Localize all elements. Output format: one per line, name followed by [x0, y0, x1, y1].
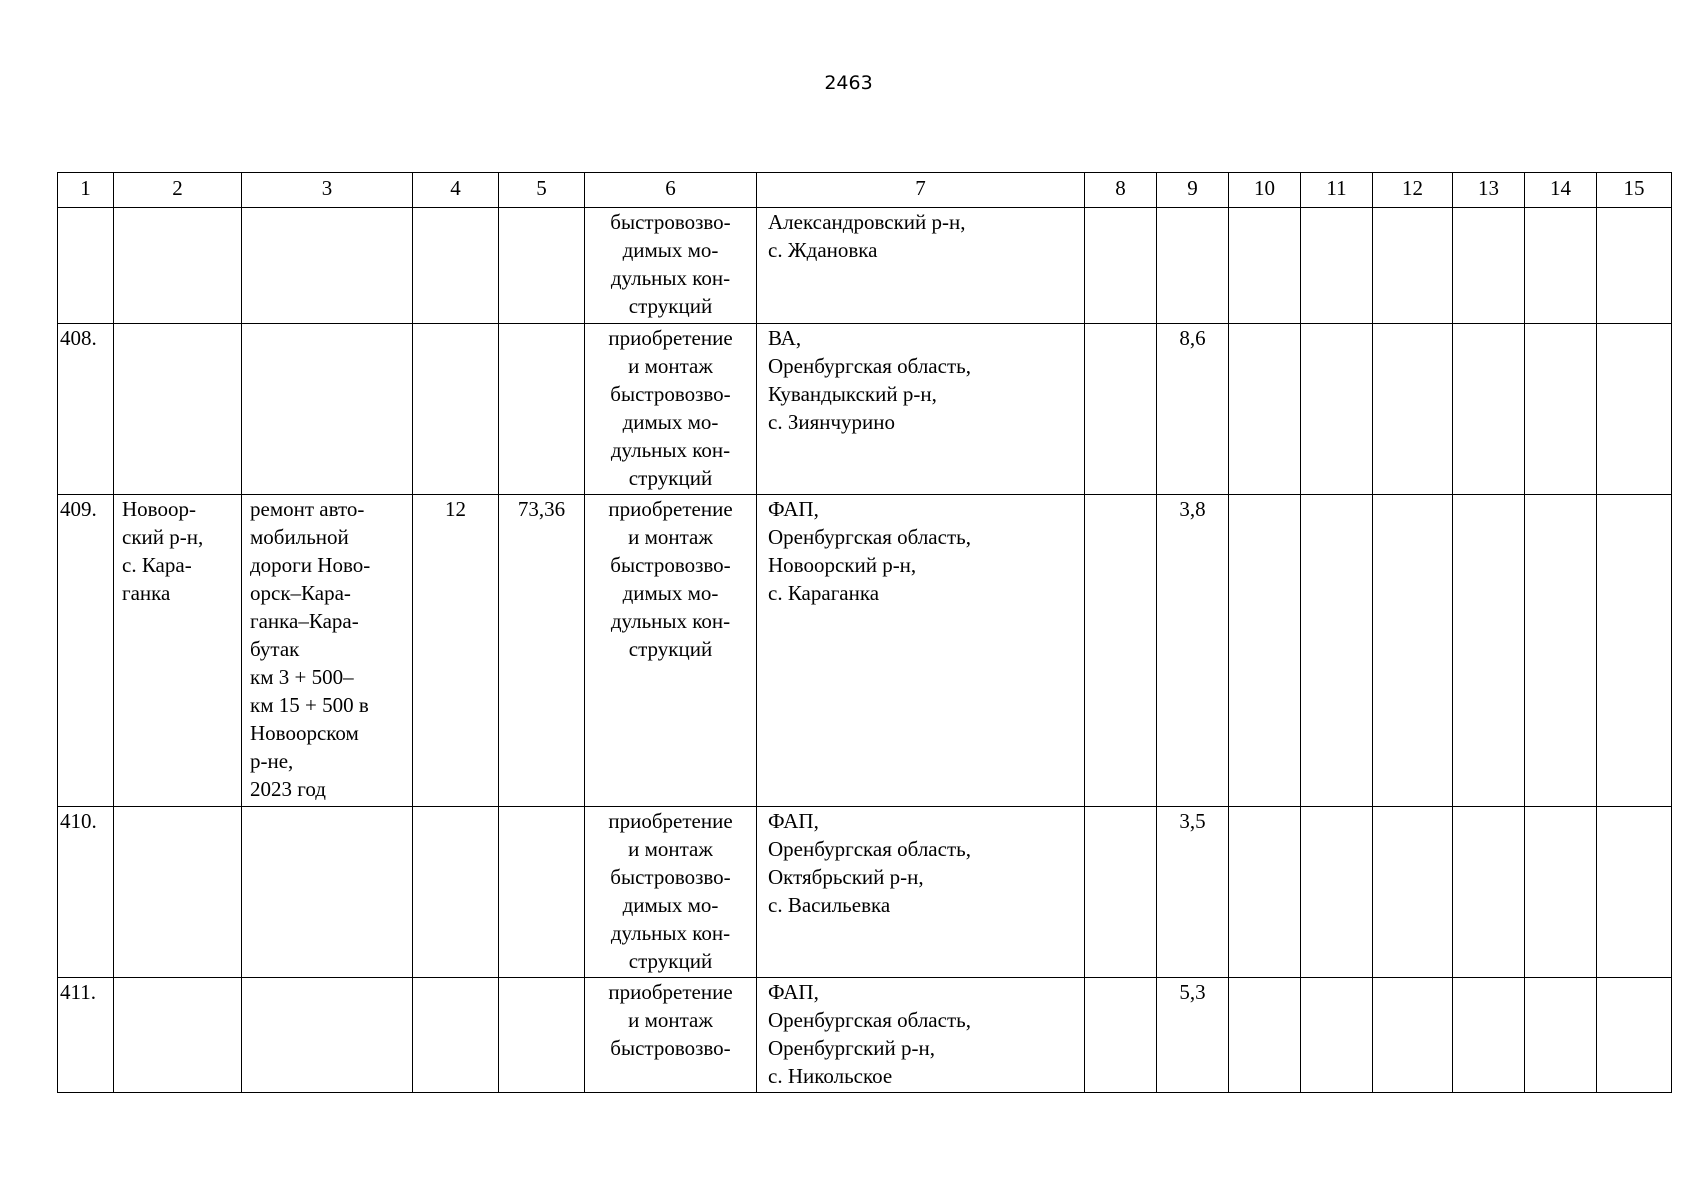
row-number: 410.: [58, 807, 114, 978]
cell-col8: [1085, 495, 1157, 807]
empty-cell: [1229, 324, 1301, 495]
empty-cell: [1525, 495, 1597, 807]
column-number: 15: [1597, 173, 1672, 208]
length-cell: [413, 807, 499, 978]
facility-cell: Александровский р-н, с. Ждановка: [757, 208, 1085, 324]
cost-cell: 73,36: [499, 495, 585, 807]
column-number: 4: [413, 173, 499, 208]
empty-cell: [1229, 208, 1301, 324]
length-cell: [413, 324, 499, 495]
activity-cell: приобретение и монтаж быстровозво-: [585, 978, 757, 1093]
empty-cell: [1301, 208, 1373, 324]
road-work-cell: ремонт авто- мобильной дороги Ново- орск–Кара- ганка–Кара- бутак км 3 + 500– км 15 + 500 в Новоорском р-не, 2023 год: [242, 495, 413, 807]
empty-cell: [1525, 208, 1597, 324]
column-number: 14: [1525, 173, 1597, 208]
empty-cell: [1597, 978, 1672, 1093]
activity-cell: быстровозво- димых мо- дульных кон- струкций: [585, 208, 757, 324]
road-work-cell: [242, 324, 413, 495]
value-cell: [1157, 208, 1229, 324]
district-cell: [114, 978, 242, 1093]
length-cell: [413, 978, 499, 1093]
column-number: 7: [757, 173, 1085, 208]
cost-cell: [499, 807, 585, 978]
district-cell: [114, 324, 242, 495]
facility-cell: ВА, Оренбургская область, Кувандыкский р-н, с. Зиянчурино: [757, 324, 1085, 495]
empty-cell: [1301, 807, 1373, 978]
column-number: 6: [585, 173, 757, 208]
value-cell: 5,3: [1157, 978, 1229, 1093]
activity-cell: приобретение и монтаж быстровозво- димых мо- дульных кон- струкций: [585, 807, 757, 978]
column-number: 3: [242, 173, 413, 208]
activity-cell: приобретение и монтаж быстровозво- димых мо- дульных кон- струкций: [585, 495, 757, 807]
cost-cell: [499, 208, 585, 324]
empty-cell: [1453, 807, 1525, 978]
table-row: [58, 495, 1672, 807]
column-number: 9: [1157, 173, 1229, 208]
empty-cell: [1525, 807, 1597, 978]
facility-cell: ФАП, Оренбургская область, Октябрьский р-н, с. Васильевка: [757, 807, 1085, 978]
district-cell: [114, 208, 242, 324]
empty-cell: [1453, 208, 1525, 324]
value-cell: 3,5: [1157, 807, 1229, 978]
value-cell: 3,8: [1157, 495, 1229, 807]
table-row: [58, 208, 1672, 324]
empty-cell: [1453, 324, 1525, 495]
empty-cell: [1453, 978, 1525, 1093]
empty-cell: [1597, 807, 1672, 978]
row-number: 411.: [58, 978, 114, 1093]
column-number: 5: [499, 173, 585, 208]
column-number: 1: [58, 173, 114, 208]
empty-cell: [1373, 978, 1453, 1093]
district-cell: Новоор- ский р-н, с. Кара- ганка: [114, 495, 242, 807]
empty-cell: [1525, 324, 1597, 495]
table-row: [58, 324, 1672, 495]
empty-cell: [1373, 807, 1453, 978]
table-row: [58, 978, 1672, 1093]
empty-cell: [1229, 978, 1301, 1093]
district-cell: [114, 807, 242, 978]
empty-cell: [1301, 324, 1373, 495]
empty-cell: [1373, 208, 1453, 324]
data-table: [57, 172, 1672, 1093]
empty-cell: [1597, 495, 1672, 807]
cost-cell: [499, 978, 585, 1093]
row-number: 408.: [58, 324, 114, 495]
empty-cell: [1373, 495, 1453, 807]
column-number-row: [58, 173, 1672, 208]
empty-cell: [1301, 978, 1373, 1093]
activity-cell: приобретение и монтаж быстровозво- димых мо- дульных кон- струкций: [585, 324, 757, 495]
column-number: 11: [1301, 173, 1373, 208]
column-number: 8: [1085, 173, 1157, 208]
length-cell: [413, 208, 499, 324]
column-number: 10: [1229, 173, 1301, 208]
cell-col8: [1085, 807, 1157, 978]
road-work-cell: [242, 978, 413, 1093]
empty-cell: [1373, 324, 1453, 495]
cell-col8: [1085, 208, 1157, 324]
facility-cell: ФАП, Оренбургская область, Оренбургский р-н, с. Никольское: [757, 978, 1085, 1093]
cell-col8: [1085, 978, 1157, 1093]
empty-cell: [1301, 495, 1373, 807]
column-number: 13: [1453, 173, 1525, 208]
row-number: [58, 208, 114, 324]
empty-cell: [1229, 807, 1301, 978]
cell-col8: [1085, 324, 1157, 495]
column-number: 2: [114, 173, 242, 208]
table-row: [58, 807, 1672, 978]
road-work-cell: [242, 208, 413, 324]
empty-cell: [1229, 495, 1301, 807]
empty-cell: [1453, 495, 1525, 807]
empty-cell: [1597, 324, 1672, 495]
length-cell: 12: [413, 495, 499, 807]
cost-cell: [499, 324, 585, 495]
page-number: 2463: [824, 72, 873, 94]
row-number: 409.: [58, 495, 114, 807]
road-work-cell: [242, 807, 413, 978]
facility-cell: ФАП, Оренбургская область, Новоорский р-н, с. Караганка: [757, 495, 1085, 807]
empty-cell: [1597, 208, 1672, 324]
column-number: 12: [1373, 173, 1453, 208]
value-cell: 8,6: [1157, 324, 1229, 495]
empty-cell: [1525, 978, 1597, 1093]
